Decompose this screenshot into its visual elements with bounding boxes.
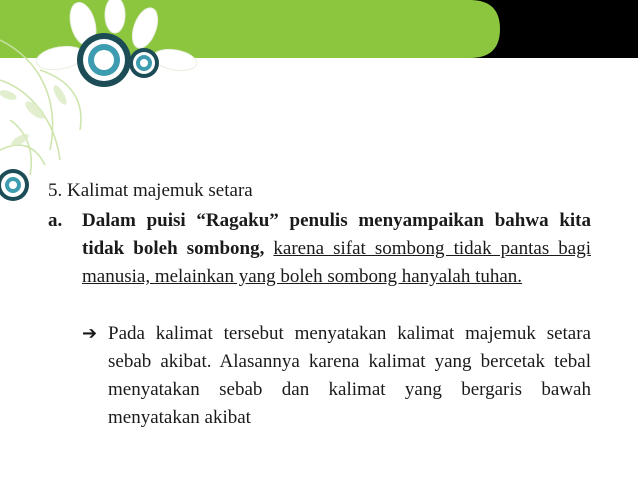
list-item-a <box>82 207 591 291</box>
list-marker: a. <box>48 210 63 231</box>
ring-ornament-small <box>129 48 159 78</box>
bold-cause-text: Dalam puisi “Ragaku” penulis menyampaikan bahwa kita tidak boleh sombong, <box>82 210 591 259</box>
underlined-effect-text: karena sifat sombong tidak pantas bagi manusia, melainkan yang boleh sombong hanyalah tuhan. <box>82 238 591 287</box>
section-heading: 5. Kalimat majemuk setara <box>48 180 253 201</box>
bullet-ring-icon <box>0 169 29 201</box>
arrow-right-icon: ➔ <box>82 323 98 344</box>
ring-ornament-large <box>77 33 131 87</box>
explanation-text: Pada kalimat tersebut menyatakan kalimat majemuk setara sebab akibat. Alasannya karena kalimat yang bercetak tebal menyatakan sebab dan kalimat yang bergaris bawah menyatakan akibat <box>108 323 591 428</box>
